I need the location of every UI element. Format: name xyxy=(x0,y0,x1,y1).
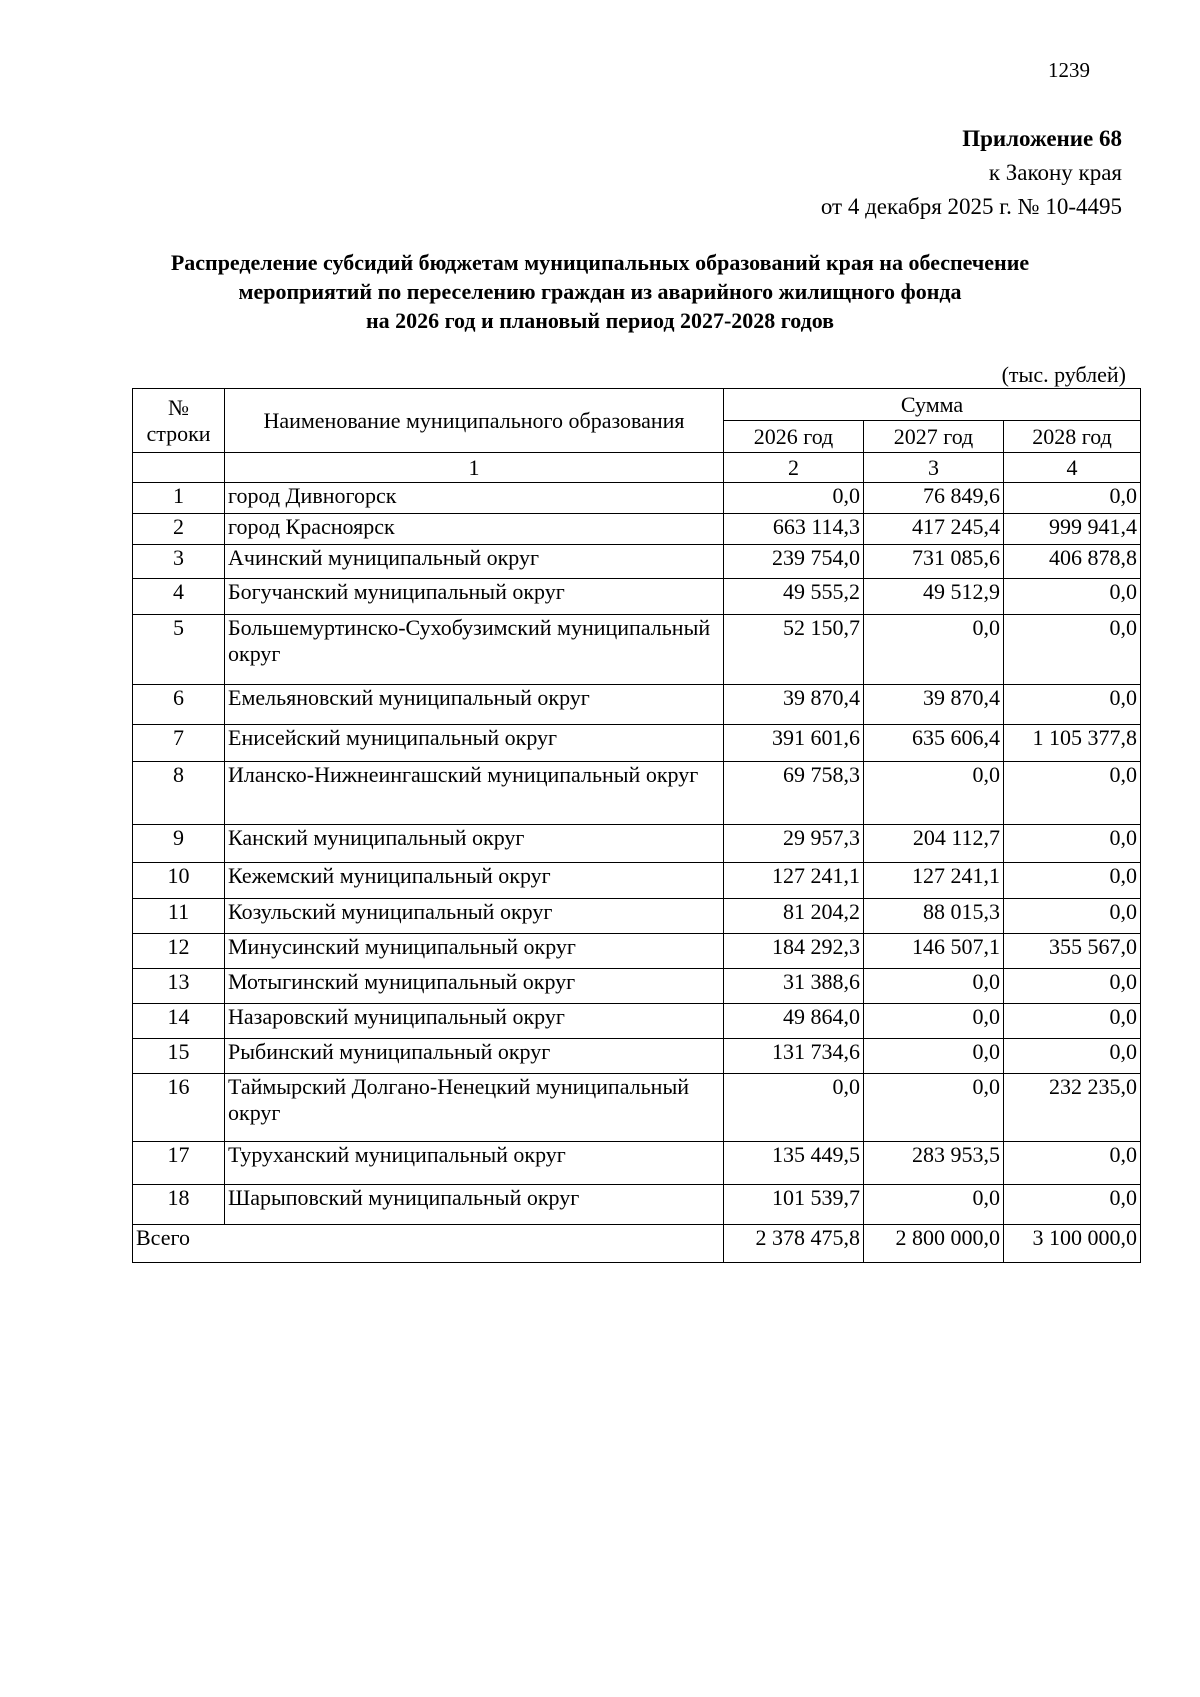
amount-2028: 0,0 xyxy=(1004,969,1141,1004)
header-row xyxy=(133,389,1141,421)
amount-2028: 0,0 xyxy=(1004,685,1141,725)
amount-2027: 283 953,5 xyxy=(864,1142,1004,1185)
amount-2026: 239 754,0 xyxy=(724,545,864,579)
amount-2027: 0,0 xyxy=(864,1039,1004,1074)
amount-2026: 49 864,0 xyxy=(724,1004,864,1039)
row-number: 12 xyxy=(133,934,225,969)
amount-2026: 101 539,7 xyxy=(724,1185,864,1225)
amount-2026: 391 601,6 xyxy=(724,725,864,762)
row-number: 4 xyxy=(133,579,225,615)
header-sum: Сумма xyxy=(724,389,1141,421)
table-row xyxy=(133,483,1141,514)
amount-2026: 131 734,6 xyxy=(724,1039,864,1074)
amount-2027: 76 849,6 xyxy=(864,483,1004,514)
amount-2028: 0,0 xyxy=(1004,615,1141,685)
table-row xyxy=(133,1185,1141,1225)
amount-2027: 88 015,3 xyxy=(864,899,1004,934)
amount-2028: 0,0 xyxy=(1004,1185,1141,1225)
amount-2026: 127 241,1 xyxy=(724,863,864,899)
title-line: на 2026 год и плановый период 2027-2028 годов xyxy=(365,308,835,333)
total-amount: 2 800 000,0 xyxy=(864,1225,1004,1263)
amount-2028: 0,0 xyxy=(1004,579,1141,615)
table-row xyxy=(133,1142,1141,1185)
amount-2028: 0,0 xyxy=(1004,762,1141,825)
amount-2028: 0,0 xyxy=(1004,863,1141,899)
column-number: 3 xyxy=(864,453,1004,483)
column-number: 1 xyxy=(225,453,724,483)
amount-2027: 417 245,4 xyxy=(864,514,1004,545)
municipality-name: Кежемский муниципальный округ xyxy=(225,863,724,899)
total-row xyxy=(133,1225,1141,1263)
row-number: 3 xyxy=(133,545,225,579)
amount-2027: 0,0 xyxy=(864,1074,1004,1142)
municipality-name: Минусинский муниципальный округ xyxy=(225,934,724,969)
amount-2026: 69 758,3 xyxy=(724,762,864,825)
municipality-name: Ачинский муниципальный округ xyxy=(225,545,724,579)
municipality-name: Рыбинский муниципальный округ xyxy=(225,1039,724,1074)
row-number: 5 xyxy=(133,615,225,685)
row-number: 9 xyxy=(133,825,225,863)
table-row xyxy=(133,825,1141,863)
page-number: 1239 xyxy=(1048,58,1090,82)
row-number: 7 xyxy=(133,725,225,762)
table-row xyxy=(133,1004,1141,1039)
amount-2027: 731 085,6 xyxy=(864,545,1004,579)
row-number: 17 xyxy=(133,1142,225,1185)
amount-2027: 0,0 xyxy=(864,1004,1004,1039)
amount-2028: 0,0 xyxy=(1004,483,1141,514)
table-row xyxy=(133,899,1141,934)
title-line: Распределение субсидий бюджетам муниципальных образований края на обеспечение xyxy=(170,250,1030,275)
amount-2028: 0,0 xyxy=(1004,899,1141,934)
amount-2028: 1 105 377,8 xyxy=(1004,725,1141,762)
row-number: 8 xyxy=(133,762,225,825)
row-number: 18 xyxy=(133,1185,225,1225)
table-row xyxy=(133,579,1141,615)
amount-2026: 29 957,3 xyxy=(724,825,864,863)
amount-2028: 406 878,8 xyxy=(1004,545,1141,579)
amount-2028: 355 567,0 xyxy=(1004,934,1141,969)
table-row xyxy=(133,685,1141,725)
row-number: 2 xyxy=(133,514,225,545)
amount-2027: 0,0 xyxy=(864,969,1004,1004)
row-number: 13 xyxy=(133,969,225,1004)
municipality-name: Мотыгинский муниципальный округ xyxy=(225,969,724,1004)
amount-2028: 0,0 xyxy=(1004,825,1141,863)
appendix-date-ref: от 4 декабря 2025 г. № 10-4495 xyxy=(820,194,1122,219)
header-year: 2026 год xyxy=(724,421,864,453)
units-label: (тыс. рублей) xyxy=(1001,362,1126,387)
municipality-name: Туруханский муниципальный округ xyxy=(225,1142,724,1185)
municipality-name: Енисейский муниципальный округ xyxy=(225,725,724,762)
appendix-title: Приложение 68 xyxy=(962,126,1122,151)
distribution-table xyxy=(132,388,1141,1263)
header-year: 2027 год xyxy=(864,421,1004,453)
document-title xyxy=(0,248,1200,335)
amount-2027: 635 606,4 xyxy=(864,725,1004,762)
amount-2027: 204 112,7 xyxy=(864,825,1004,863)
row-number: 1 xyxy=(133,483,225,514)
amount-2026: 0,0 xyxy=(724,1074,864,1142)
table-row xyxy=(133,514,1141,545)
amount-2026: 31 388,6 xyxy=(724,969,864,1004)
appendix-law-ref: к Закону края xyxy=(988,160,1122,185)
municipality-name: Большемуртинско-Сухобузимский муниципальный округ xyxy=(225,615,724,685)
amount-2027: 0,0 xyxy=(864,1185,1004,1225)
column-number xyxy=(133,453,225,483)
amount-2027: 146 507,1 xyxy=(864,934,1004,969)
municipality-name: Канский муниципальный округ xyxy=(225,825,724,863)
column-number-row xyxy=(133,453,1141,483)
row-number: 14 xyxy=(133,1004,225,1039)
amount-2027: 49 512,9 xyxy=(864,579,1004,615)
title-line: мероприятий по переселению граждан из аварийного жилищного фонда xyxy=(238,279,962,304)
row-number: 11 xyxy=(133,899,225,934)
table-row xyxy=(133,1074,1141,1142)
amount-2026: 663 114,3 xyxy=(724,514,864,545)
amount-2027: 0,0 xyxy=(864,762,1004,825)
amount-2028: 0,0 xyxy=(1004,1004,1141,1039)
total-amount: 3 100 000,0 xyxy=(1004,1225,1141,1263)
row-number: 6 xyxy=(133,685,225,725)
amount-2027: 0,0 xyxy=(864,615,1004,685)
header-name: Наименование муниципального образования xyxy=(225,389,724,453)
municipality-name: Иланско-Нижнеингашский муниципальный округ xyxy=(225,762,724,825)
column-number: 2 xyxy=(724,453,864,483)
total-amount: 2 378 475,8 xyxy=(724,1225,864,1263)
appendix-block xyxy=(821,122,1122,224)
table-row xyxy=(133,545,1141,579)
municipality-name: Назаровский муниципальный округ xyxy=(225,1004,724,1039)
amount-2026: 49 555,2 xyxy=(724,579,864,615)
amount-2026: 52 150,7 xyxy=(724,615,864,685)
table-row xyxy=(133,934,1141,969)
amount-2026: 184 292,3 xyxy=(724,934,864,969)
column-number: 4 xyxy=(1004,453,1141,483)
amount-2027: 127 241,1 xyxy=(864,863,1004,899)
municipality-name: Емельяновский муниципальный округ xyxy=(225,685,724,725)
row-number: 15 xyxy=(133,1039,225,1074)
amount-2028: 999 941,4 xyxy=(1004,514,1141,545)
table-row xyxy=(133,969,1141,1004)
row-number: 10 xyxy=(133,863,225,899)
table-row xyxy=(133,1039,1141,1074)
municipality-name: Шарыповский муниципальный округ xyxy=(225,1185,724,1225)
amount-2026: 0,0 xyxy=(724,483,864,514)
table-row xyxy=(133,863,1141,899)
municipality-name: Козульский муниципальный округ xyxy=(225,899,724,934)
amount-2028: 0,0 xyxy=(1004,1142,1141,1185)
table-row xyxy=(133,762,1141,825)
amount-2028: 232 235,0 xyxy=(1004,1074,1141,1142)
table-row xyxy=(133,725,1141,762)
amount-2026: 39 870,4 xyxy=(724,685,864,725)
total-label: Всего xyxy=(133,1225,724,1263)
amount-2027: 39 870,4 xyxy=(864,685,1004,725)
header-year: 2028 год xyxy=(1004,421,1141,453)
municipality-name: Богучанский муниципальный округ xyxy=(225,579,724,615)
row-number: 16 xyxy=(133,1074,225,1142)
municipality-name: город Красноярск xyxy=(225,514,724,545)
amount-2026: 81 204,2 xyxy=(724,899,864,934)
table-row xyxy=(133,615,1141,685)
municipality-name: город Дивногорск xyxy=(225,483,724,514)
amount-2028: 0,0 xyxy=(1004,1039,1141,1074)
header-num: № строки xyxy=(133,389,225,453)
municipality-name: Таймырский Долгано-Ненецкий муниципальный округ xyxy=(225,1074,724,1142)
amount-2026: 135 449,5 xyxy=(724,1142,864,1185)
